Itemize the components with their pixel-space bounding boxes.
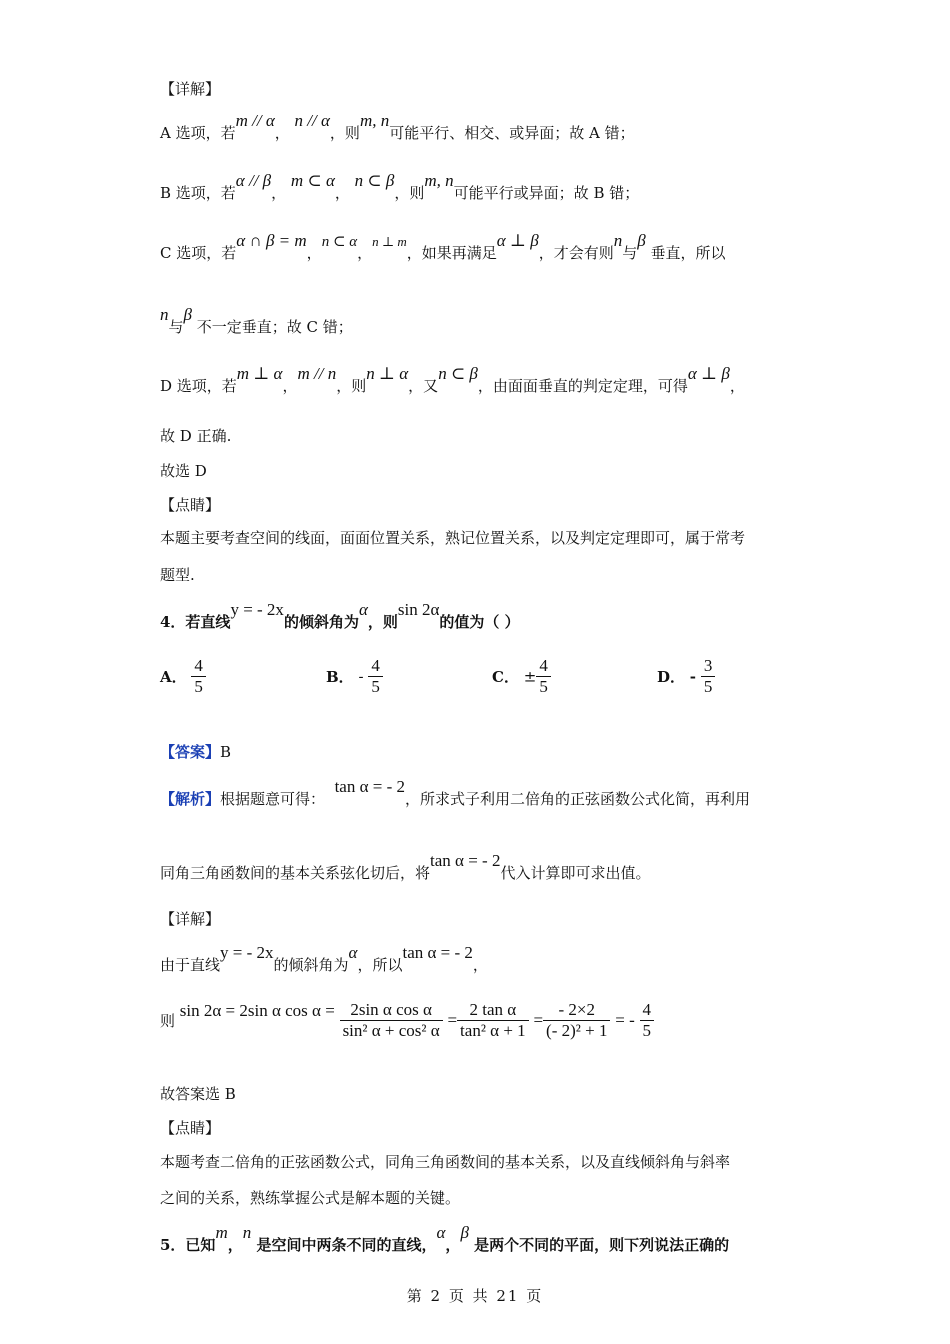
math-expression: n ⊥ α [366,364,409,383]
result-sign: = - [615,1010,635,1030]
numerator: 4 [536,656,551,677]
answer-tag: 【答案】 [160,743,221,761]
text: ，由面面垂直的判定定理，可得 [477,377,688,395]
text: 根据题意可得： [220,790,326,808]
text: ，又 [408,377,439,395]
text: ，则 [329,124,360,142]
denominator: sin² α + cos² α [342,1021,440,1040]
numerator: 4 [191,656,206,677]
option-b-analysis: B 选项，若α // β， m ⊂ α， n ⊂ β，则m, n可能平行或异面；故 B 错； [160,171,640,202]
math-expression: β [183,305,192,324]
page-footer: 第 2 页 共 21 页 [406,1287,544,1305]
answer-line [160,741,231,762]
math-expression: β [637,231,646,250]
math-expression: α // β [235,171,272,190]
math-expression: tan α = - 2 [334,777,406,796]
math-expression: sin 2α [397,600,440,619]
math-expression: n [242,1223,252,1242]
math-expression: α [348,943,358,962]
text: ，所以 [357,956,403,974]
numerator: - 2×2 [543,1000,610,1021]
numerator: 2 tan α [457,1000,529,1021]
text: 与 [622,244,638,262]
math-expression: α ⊥ β [496,231,539,250]
fraction [191,656,206,697]
option-c-analysis: C 选项，若α ∩ β = m，n ⊂ α，n ⊥ m，如果再满足α ⊥ β，才会有则n与β 垂直，所以 [160,231,726,262]
text: B 选项，若 [160,184,236,202]
math-expression: n [160,305,169,324]
option-c-analysis-cont [160,305,353,337]
math-expression: m // α [235,111,275,130]
option-label: D． [657,668,686,686]
text: ，则 [394,184,425,202]
text: ， [472,956,488,974]
hint-text: 本题考查二倍角的正弦函数公式，同角三角函数间的基本关系，以及直线倾斜角与斜率 [160,1153,731,1171]
math-expression: y = - 2x [220,943,274,962]
equals: = [447,1010,458,1030]
text: C 选项，若 [160,244,237,262]
text: 5．已知 [160,1236,216,1254]
text: 4．若直线 [160,613,231,631]
text: ， [227,1236,243,1254]
choice-statement: 故答案选 B [160,1085,236,1103]
text: 同角三角函数间的基本关系弦化切后，将 [160,864,431,882]
choice-statement: 故选 D [160,462,207,480]
sign: - [358,667,364,686]
math-expression: n ⊂ α [321,234,358,250]
denominator: (- 2)² + 1 [546,1021,608,1040]
math-expression: m [215,1223,228,1242]
option-a [160,656,206,697]
fraction [340,1000,443,1041]
text: ， [445,1236,461,1254]
numerator: 4 [368,656,383,677]
text: 由于直线 [160,956,221,974]
math-expression: m, n [359,111,390,130]
denominator: 5 [371,677,380,696]
text: ，才会有则 [538,244,614,262]
math-expression: n ⊂ β [438,364,478,383]
math-expression: α [358,600,368,619]
option-d [657,656,715,697]
text: 是空间中两条不同的直线， [256,1236,437,1254]
hint-heading: 【点睛】 [160,496,221,514]
text: 的倾斜角为 [283,613,359,631]
detail-heading: 【详解】 [160,80,221,98]
option-d-analysis: D 选项，若m ⊥ α，m // n，则n ⊥ α，又n ⊂ β，由面面垂直的判定定理，可得α ⊥ β， [160,364,745,395]
fraction [640,1000,655,1041]
text: 可能平行或异面；故 B 错； [453,184,640,202]
text: ，所求式子利用二倍角的正弦函数公式化简，再利用 [405,790,751,808]
math-expression: n ⊂ β [354,171,395,190]
text: 垂直，所以 [650,244,726,262]
analysis-line [160,777,751,809]
math-expression: α [436,1223,446,1242]
calculation-line [160,1000,654,1041]
analysis-line-cont [160,851,651,883]
option-label: A． [160,668,187,686]
math-expression: β [460,1223,469,1242]
numerator: 3 [701,656,716,677]
hint-text: 题型. [160,566,195,584]
fraction [536,656,551,697]
math-expression: sin 2α = 2sin α cos α = [179,1000,335,1020]
denominator: 5 [642,1021,652,1040]
hint-text: 本题主要考查空间的线面，面面位置关系，熟记位置关系，以及判定定理即可，属于常考 [160,529,746,547]
text: 代入计算即可求出值。 [500,864,651,882]
fraction [457,1000,529,1041]
numerator: 4 [640,1000,655,1021]
hint-text: 之间的关系，熟练掌握公式是解本题的关键。 [160,1189,461,1207]
math-expression: α ∩ β = m [236,231,307,250]
text: 与 [168,318,184,336]
analysis-tag: 【解析】 [160,790,221,808]
answer-value: B [220,743,232,761]
text: 的值为（ ） [439,613,520,631]
text: 不一定垂直；故 C 错； [196,318,353,336]
text: A 选项，若 [160,124,236,142]
denominator: 5 [539,677,548,696]
text: D 选项，若 [160,377,237,395]
option-label: C． [492,668,519,686]
detail-line [160,943,488,975]
math-expression: m // n [297,364,337,383]
text: ，如果再满足 [406,244,497,262]
math-expression: y = - 2x [230,600,284,619]
sign: - [689,667,697,686]
denominator: 5 [703,677,713,696]
math-expression: n ⊥ m [372,234,407,249]
option-c [492,656,551,697]
math-expression: tan α = - 2 [430,851,501,870]
equals: = [533,1010,544,1030]
question-5-stem [160,1223,730,1255]
option-b [326,656,383,697]
fraction [543,1000,610,1041]
text: ，则 [336,377,367,395]
text: ，则 [367,613,398,631]
text: 可能平行、相交、或异面；故 A 错； [389,124,635,142]
question-4-stem [160,600,520,632]
fraction [368,656,383,697]
math-expression: n [613,231,623,250]
math-expression: m, n [424,171,454,190]
math-expression: m ⊥ α [236,364,283,383]
hint-heading: 【点睛】 [160,1119,221,1137]
fraction [701,656,716,697]
detail-heading: 【详解】 [160,910,221,928]
text: 是两个不同的平面，则下列说法正确的 [474,1236,730,1254]
sign: ± [523,667,537,686]
text: 的倾斜角为 [273,956,349,974]
denominator: 5 [194,677,203,696]
numerator: 2sin α cos α [340,1000,443,1021]
math-expression: α ⊥ β [687,364,730,383]
option-label: B． [326,668,354,686]
math-expression: m ⊂ α [290,171,335,190]
math-expression: tan α = - 2 [402,943,473,962]
text: ， [729,377,745,395]
math-expression: n // α [294,111,330,130]
denominator: tan² α + 1 [460,1021,526,1040]
option-d-conclusion: 故 D 正确. [160,427,232,445]
text: 则 [160,1012,176,1030]
option-a-analysis: A 选项，若m // α， n // α，则m, n可能平行、相交、或异面；故 A 错； [160,111,635,142]
